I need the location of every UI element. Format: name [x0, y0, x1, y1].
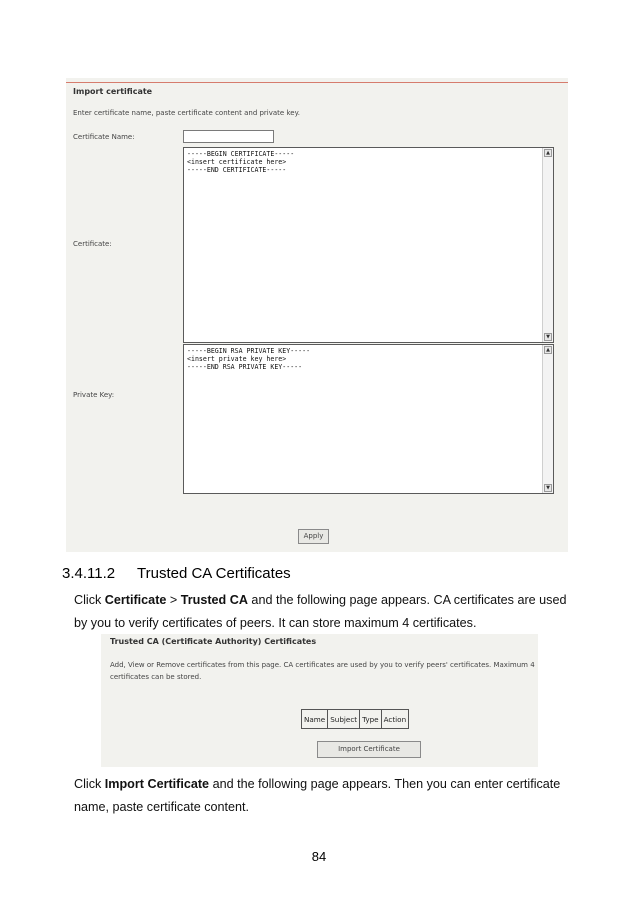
certificate-scrollbar[interactable] — [542, 148, 553, 342]
certificate-text: -----BEGIN CERTIFICATE----- <insert certificate here> -----END CERTIFICATE----- — [187, 150, 295, 174]
apply-button[interactable]: Apply — [298, 529, 329, 544]
para-text: and the following page appears. Then you can enter certificate name, paste certificate content. — [74, 777, 561, 814]
para-bold-import-certificate: Import Certificate — [104, 777, 210, 791]
table-header-row — [302, 710, 409, 729]
scroll-up-icon[interactable]: ▲ — [544, 346, 552, 354]
section-number: 3.4.11.2 — [62, 565, 116, 582]
para-bold-trusted-ca: Trusted CA — [180, 593, 248, 607]
scroll-down-icon[interactable]: ▼ — [544, 333, 552, 341]
private-key-text: -----BEGIN RSA PRIVATE KEY----- <insert private key here> -----END RSA PRIVATE KEY----- — [187, 347, 311, 371]
column-header-action: Action — [381, 710, 409, 729]
import-certificate-button[interactable]: Import Certificate — [317, 741, 421, 758]
trusted-ca-title: Trusted CA (Certificate Authority) Certificates — [110, 637, 317, 646]
para-text: > — [166, 593, 181, 607]
private-key-scrollbar[interactable] — [542, 345, 553, 493]
trusted-ca-description: Add, View or Remove certificates from this page. CA certificates are used by you to verify peers' certificates. Maximum 4 certificates can be stored. — [110, 661, 535, 681]
import-certificate-description: Enter certificate name, paste certificate content and private key. — [73, 109, 300, 117]
para-text: Click — [74, 593, 105, 607]
section-title: Trusted CA Certificates — [137, 565, 291, 582]
certificate-name-input[interactable] — [183, 130, 274, 143]
page-number: 84 — [311, 849, 327, 864]
paragraph-import-certificate — [74, 773, 579, 819]
trusted-ca-table — [301, 709, 409, 729]
private-key-textarea[interactable] — [183, 344, 554, 494]
title-divider — [66, 82, 568, 83]
para-text: Click — [74, 777, 105, 791]
scroll-down-icon[interactable]: ▼ — [544, 484, 552, 492]
certificate-name-label: Certificate Name: — [73, 133, 135, 141]
private-key-label: Private Key: — [73, 391, 115, 399]
column-header-type: Type — [360, 710, 382, 729]
para-bold-certificate: Certificate — [104, 593, 167, 607]
certificate-label: Certificate: — [73, 240, 112, 248]
trusted-ca-screenshot — [101, 634, 538, 767]
certificate-textarea[interactable] — [183, 147, 554, 343]
column-header-subject: Subject — [328, 710, 360, 729]
para-text: and the following page appears. CA certificates are used by you to verify certificates of peers. It can store maximum 4 certificates. — [74, 593, 567, 630]
import-certificate-screenshot — [66, 78, 568, 552]
column-header-name: Name — [302, 710, 328, 729]
paragraph-trusted-ca — [74, 589, 579, 635]
import-certificate-title: Import certificate — [73, 87, 153, 96]
scroll-up-icon[interactable]: ▲ — [544, 149, 552, 157]
